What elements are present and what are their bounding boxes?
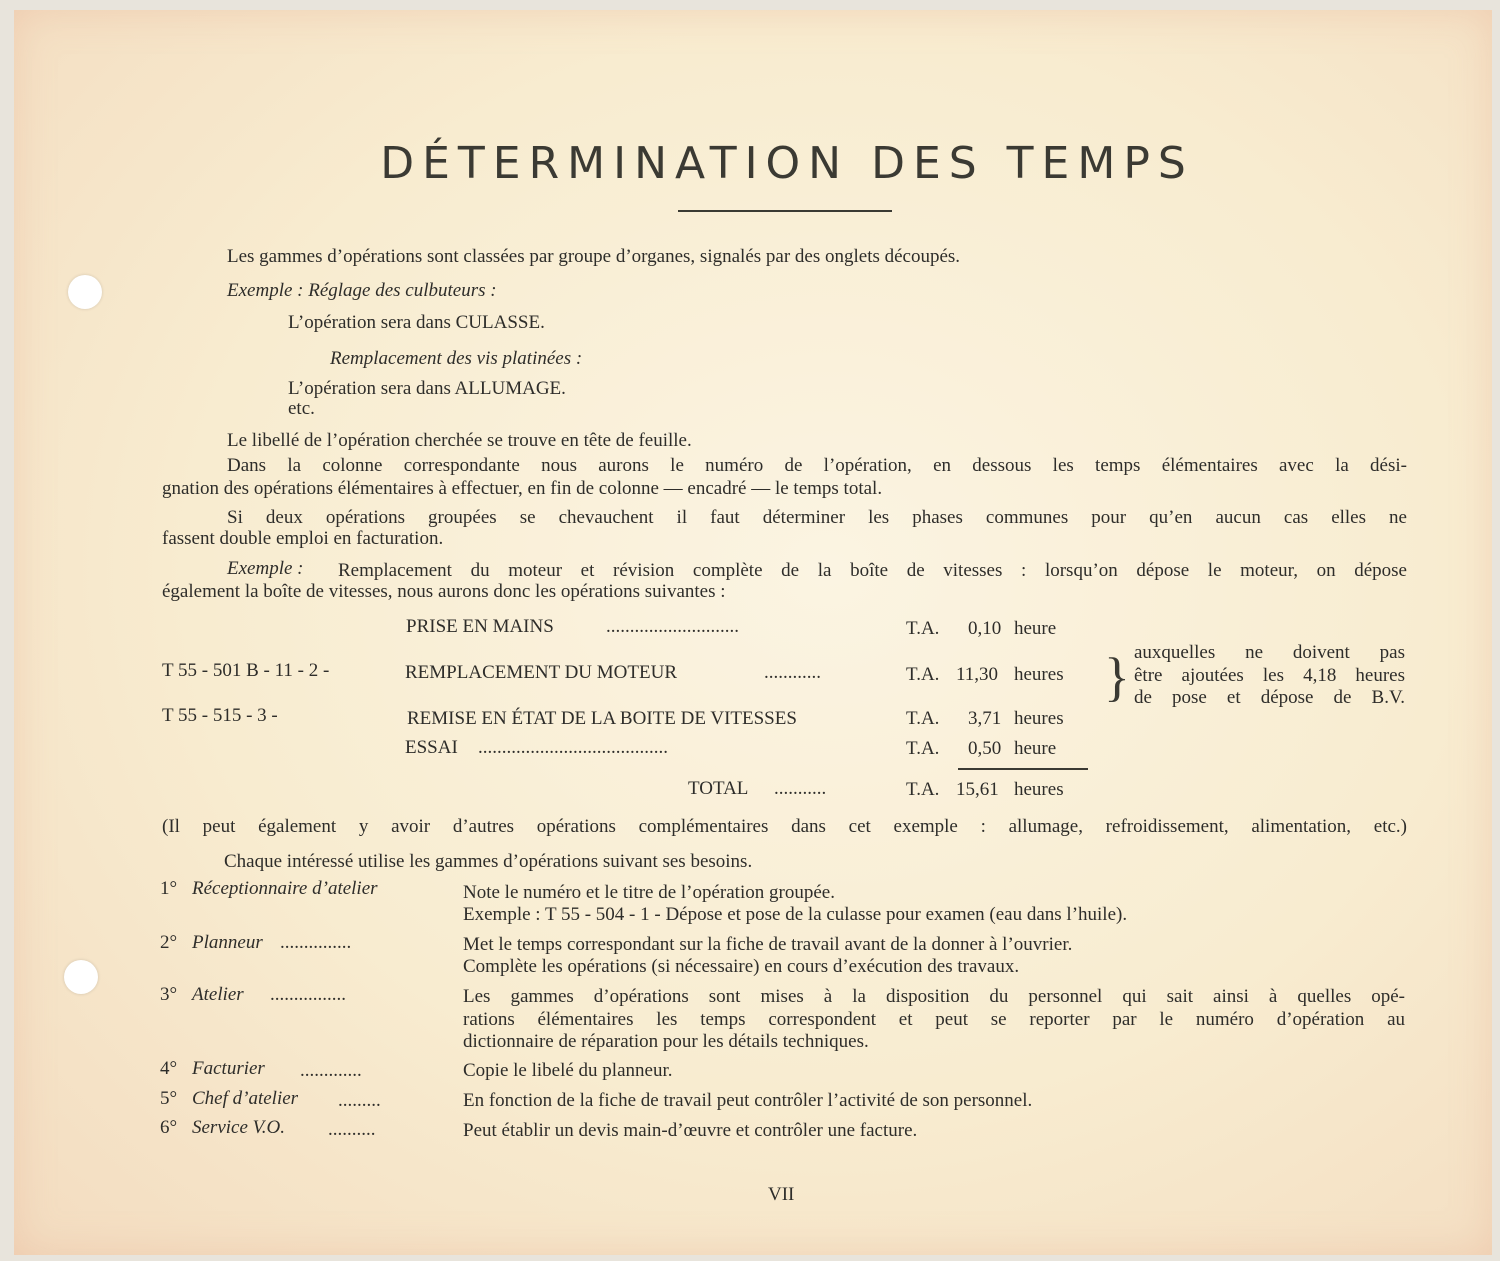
role-dots: ............. [300,1060,362,1081]
op-ta: T.A. [906,738,940,759]
paragraph: Le libellé de l’opération cherchée se trouve en tête de feuille. [227,430,692,451]
total-label: TOTAL [688,778,749,799]
role-number: 5° [160,1088,178,1109]
page-number: VII [768,1184,795,1205]
role-dots: ......... [338,1090,381,1111]
op-value: 11,30 [956,664,999,685]
role-name: Atelier [192,984,244,1005]
role-description: En fonction de la fiche de travail peut contrôler l’activité de son personnel. [463,1090,1033,1111]
op-unit: heures [1014,664,1064,685]
role-name: Service V.O. [192,1117,286,1138]
role-description: Exemple : T 55 - 504 - 1 - Dépose et pose de la culasse pour examen (eau dans l’huile). [463,904,1128,925]
paragraph-line: Si deux opérations groupées se chevauchent il faut déterminer les phases communes pour qu’en aucun cas elles ne [227,507,1407,528]
page-title: DÉTERMINATION DES TEMPS [380,138,1194,189]
role-name: Chef d’atelier [192,1088,299,1109]
total-value: 15,61 [956,779,999,800]
role-description: Les gammes d’opérations sont mises à la disposition du personnel qui sait ainsi à quelles opé- [463,986,1405,1007]
title-underline [678,210,892,212]
op-code: T 55 - 515 - 3 - [162,705,278,726]
total-rule [958,768,1088,770]
intro-paragraph: Les gammes d’opérations sont classées par groupe d’organes, signalés par des onglets découpés. [227,246,961,267]
op-dots: ............ [764,662,821,683]
op-dots: ........................................ [478,737,668,758]
op-ta: T.A. [906,708,940,729]
example-label: Exemple : [227,558,304,579]
example-label: Remplacement des vis platinées : [330,348,583,369]
op-value: 0,50 [968,738,1002,759]
punch-hole [68,275,102,309]
role-number: 3° [160,984,178,1005]
paragraph-line: Dans la colonne correspondante nous aurons le numéro de l’opération, en dessous les temps élémentaires avec la dési- [227,455,1407,476]
op-ta: T.A. [906,618,940,639]
role-number: 2° [160,932,178,953]
role-number: 6° [160,1117,178,1138]
brace-symbol: } [1104,647,1130,707]
role-name: Planneur [192,932,263,953]
total-dots: ........... [774,778,827,799]
op-dots: ............................ [606,616,739,637]
op-value: 3,71 [968,708,1002,729]
op-unit: heure [1014,618,1057,639]
op-ta: T.A. [906,664,940,685]
role-dots: ............... [280,932,352,953]
role-description: Copie le libelé du planneur. [463,1060,673,1081]
role-description: rations élémentaires les temps correspondent et peut se reporter par le numéro d’opération au [463,1009,1405,1030]
side-note-line: auxquelles ne doivent pas [1134,642,1405,663]
paragraph-line: gnation des opérations élémentaires à effectuer, en fin de colonne — encadré — le temps total. [162,478,883,499]
example-text: L’opération sera dans ALLUMAGE. [288,378,566,399]
role-number: 1° [160,878,178,899]
side-note-line: être ajoutées les 4,18 heures [1134,665,1405,686]
op-label: REMPLACEMENT DU MOTEUR [405,662,677,683]
role-name: Facturier [192,1058,265,1079]
op-label: REMISE EN ÉTAT DE LA BOITE DE VITESSES [407,708,797,729]
role-number: 4° [160,1058,178,1079]
paragraph: Chaque intéressé utilise les gammes d’opérations suivant ses besoins. [224,851,753,872]
role-description: dictionnaire de réparation pour les détails techniques. [463,1031,869,1052]
etc-text: etc. [288,398,315,419]
role-dots: .......... [328,1119,376,1140]
paragraph-line: Remplacement du moteur et révision complète de la boîte de vitesses : lorsqu’on dépose le moteur, on dépose [338,560,1407,581]
role-dots: ................ [270,984,346,1005]
total-unit: heures [1014,779,1064,800]
paragraph-line: fassent double emploi en facturation. [162,528,444,549]
op-label: ESSAI [405,737,458,758]
role-description: Note le numéro et le titre de l’opération groupée. [463,882,835,903]
op-unit: heures [1014,708,1064,729]
example-label: Exemple : Réglage des culbuteurs : [227,280,497,301]
example-text: L’opération sera dans CULASSE. [288,312,545,333]
side-note-line: de pose et dépose de B.V. [1134,687,1405,708]
op-code: T 55 - 501 B - 11 - 2 - [162,660,330,681]
role-description: Met le temps correspondant sur la fiche de travail avant de la donner à l’ouvrier. [463,934,1073,955]
op-unit: heure [1014,738,1057,759]
punch-hole [64,960,98,994]
role-name: Réceptionnaire d’atelier [192,878,378,899]
total-ta: T.A. [906,779,940,800]
role-description: Complète les opérations (si nécessaire) en cours d’exécution des travaux. [463,956,1020,977]
role-description: Peut établir un devis main-d’œuvre et contrôler une facture. [463,1120,918,1141]
op-label: PRISE EN MAINS [406,616,554,637]
paragraph-line: également la boîte de vitesses, nous aurons donc les opérations suivantes : [162,581,726,602]
op-value: 0,10 [968,618,1002,639]
parenthetical-note: (Il peut également y avoir d’autres opérations complémentaires dans cet exemple : allumage, refroidissement, alimentation, etc.) [162,816,1407,837]
